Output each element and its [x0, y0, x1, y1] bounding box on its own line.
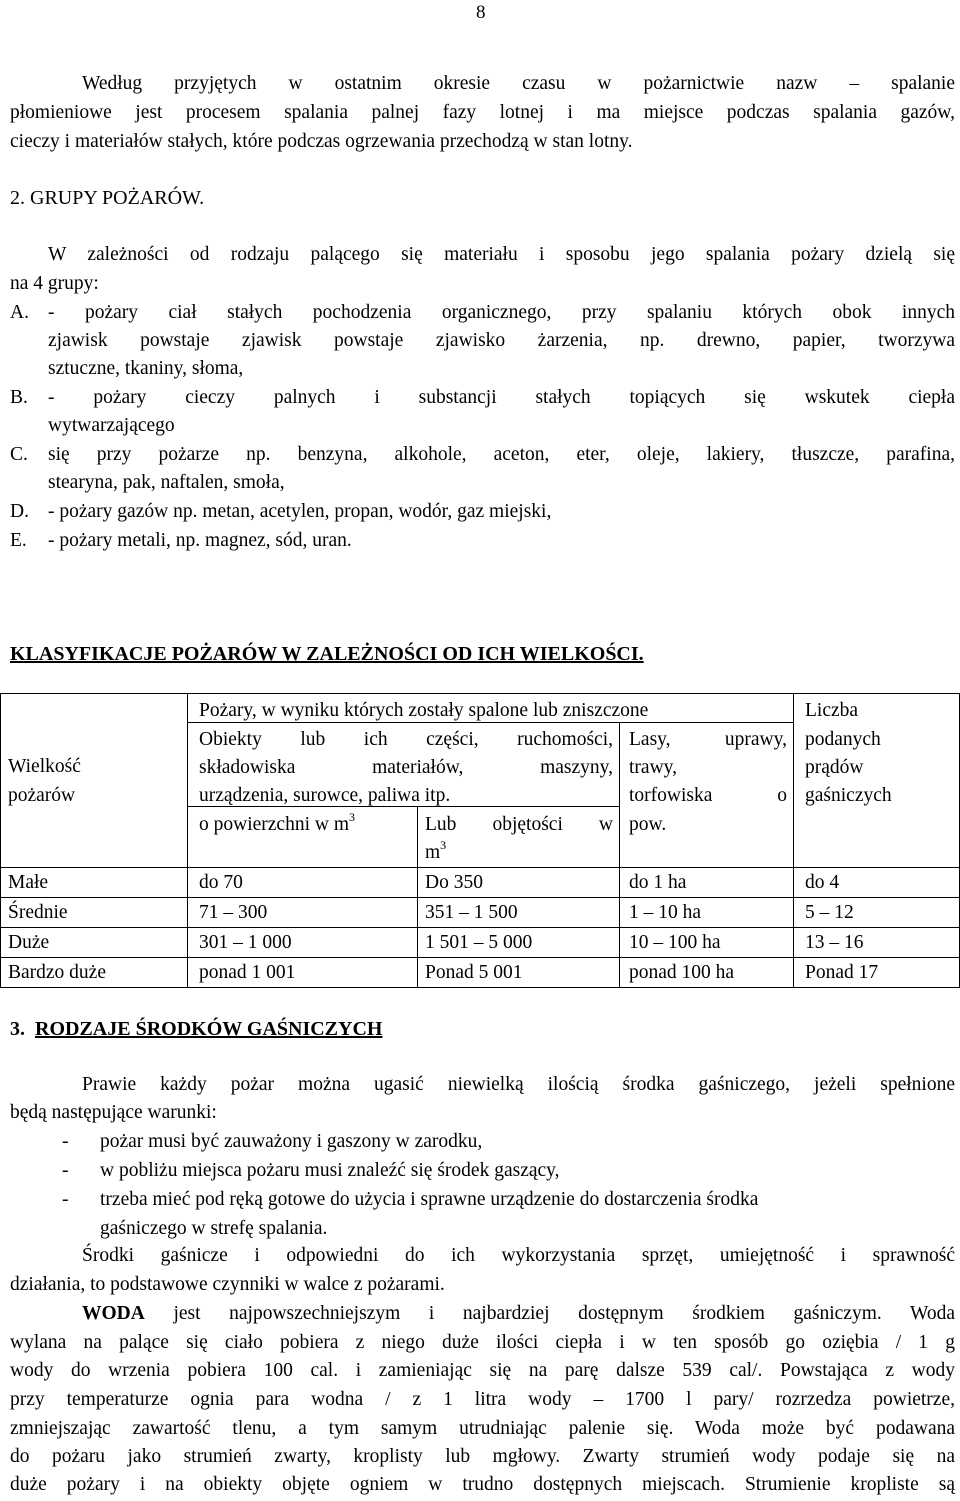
- cell-streams: 13 – 16: [805, 932, 864, 953]
- cell-area: 301 – 1 000: [199, 932, 292, 953]
- cell-size: Duże: [8, 932, 50, 953]
- list-item-text: wytwarzającego: [48, 415, 175, 436]
- header-objects: Obiekty lub ich części, ruchomości,: [199, 729, 613, 750]
- cell-size: Małe: [8, 872, 49, 893]
- list-item-text: się przy pożarze np. benzyna, alkohole, aceton, eter, oleje, lakiery, tłuszcze, parafina,: [48, 444, 955, 465]
- conditions-lead: będą następujące warunki:: [10, 1102, 217, 1123]
- header-burned: Pożary, w wyniku których zostały spalone lub zniszczone: [199, 700, 649, 721]
- intro-line: Według przyjętych w ostatnim okresie czasu w pożarnictwie nazw – spalanie: [82, 73, 955, 94]
- list-item-text: stearyna, pak, naftalen, smoła,: [48, 472, 285, 493]
- list-item: - w pobliżu miejsca pożaru musi znaleźć się środek gaszący,: [62, 1160, 560, 1181]
- water-line: przy temperaturze ognia para wodna / z 1 litra wody – 1700 l pary/ rozrzedza powietrze,: [10, 1389, 955, 1410]
- header-volume: $m^3$: [425, 838, 447, 863]
- section-heading-groups: 2. GRUPY POŻARÓW.: [10, 187, 205, 209]
- classification-heading: KLASYFIKACJE POŻARÓW W ZALEŻNOŚCI OD ICH WIELKOŚCI.: [10, 643, 644, 665]
- cell-volume: Do 350: [425, 872, 483, 893]
- cell-area: 71 – 300: [199, 902, 268, 923]
- header-forest: torfowiska o: [629, 785, 787, 806]
- list-item-letter: B.: [10, 387, 28, 408]
- water-line: wody do wrzenia pobiera 100 cal. i zamieniając się na parę dalsze 539 cal/. Powstająca z wody: [10, 1360, 955, 1381]
- header-volume: Lub objętości w: [425, 814, 613, 835]
- water-line: do pożaru jako strumień zwarty, kroplisty lub mgłowy. Zwarty strumień wody podaje się na: [10, 1446, 955, 1467]
- cell-area: do 70: [199, 872, 243, 893]
- intro-line: płomieniowe jest procesem spalania palnej fazy lotnej i ma miejsce podczas spalania gazów,: [10, 102, 955, 123]
- header-objects: urządzenia, surowce, paliwa itp.: [199, 785, 451, 806]
- cell-streams: Ponad 17: [805, 962, 879, 983]
- header-streams: podanych: [805, 729, 881, 750]
- header-forest: pow.: [629, 814, 667, 835]
- list-item: - trzeba mieć pod ręką gotowe do użycia i sprawne urządzenie do dostarczenia środka: [62, 1189, 759, 1210]
- section-heading-extinguishing: 3. RODZAJE ŚRODKÓW GAŚNICZYCH: [10, 1018, 383, 1040]
- page-number: 8: [476, 2, 486, 23]
- list-item-text: sztuczne, tkaniny, słoma,: [48, 358, 244, 379]
- cell-forest: 1 – 10 ha: [629, 902, 702, 923]
- list-item-letter: C.: [10, 444, 28, 465]
- list-item-letter: D.: [10, 501, 29, 522]
- header-area: o powierzchni w $m^3$: [199, 810, 356, 835]
- header-forest: Lasy, uprawy,: [629, 729, 787, 750]
- header-size: Wielkość: [8, 756, 81, 777]
- list-item-text: - pożary cieczy palnych i substancji stałych topiących się wskutek ciepła: [48, 387, 955, 408]
- header-forest: trawy,: [629, 757, 678, 778]
- water-line: WODA jest najpowszechniejszym i najbardziej dostępnym środkiem gaśniczym. Woda: [82, 1303, 955, 1324]
- conditions-lead: Prawie każdy pożar można ugasić niewielką ilością środka gaśniczego, jeżeli spełnione: [82, 1074, 955, 1095]
- means-paragraph: działania, to podstawowe czynniki w walce z pożarami.: [10, 1274, 445, 1295]
- header-streams: Liczba: [805, 700, 859, 721]
- list-item-text: - pożary gazów np. metan, acetylen, propan, wodór, gaz miejski,: [48, 501, 552, 522]
- cell-streams: do 4: [805, 872, 840, 893]
- list-item-letter: E.: [10, 530, 27, 551]
- classification-table: [0, 693, 960, 987]
- water-line: zmniejszając zawartość tlenu, a tym samym utrudniając palenie się. Woda może być podawana: [10, 1418, 955, 1439]
- groups-lead: W zależności od rodzaju palącego się materiału i sposobu jego spalania pożary dzielą się: [48, 244, 955, 265]
- cell-forest: do 1 ha: [629, 872, 687, 893]
- header-streams: prądów: [805, 757, 864, 778]
- list-item-text: - pożary metali, np. magnez, sód, uran.: [48, 530, 352, 551]
- header-streams: gaśniczych: [805, 785, 892, 806]
- cell-volume: 351 – 1 500: [425, 902, 518, 923]
- header-objects: składowiska materiałów, maszyny,: [199, 757, 613, 778]
- water-term: WODA: [82, 1303, 145, 1324]
- cell-forest: 10 – 100 ha: [629, 932, 721, 953]
- cell-size: Średnie: [8, 902, 68, 923]
- list-item-text: - pożary ciał stałych pochodzenia organicznego, przy spalaniu których obok innych: [48, 302, 955, 323]
- water-line: wylana na palące się ciało pobiera z niego duże ilości ciepła i w ten sposób go oziębia / 1 g: [10, 1332, 955, 1353]
- cell-size: Bardzo duże: [8, 962, 106, 983]
- water-line: duże pożary i na obiekty objęte ogniem w trudno dostępnych miejscach. Strumienie kropliste są: [10, 1474, 955, 1495]
- groups-lead: na 4 grupy:: [10, 273, 99, 294]
- cell-forest: ponad 100 ha: [629, 962, 735, 983]
- cell-area: ponad 1 001: [199, 962, 296, 983]
- list-item: - pożar musi być zauważony i gaszony w zarodku,: [62, 1131, 483, 1152]
- cell-volume: Ponad 5 001: [425, 962, 523, 983]
- intro-line: cieczy i materiałów stałych, które podczas ogrzewania przechodzą w stan lotny.: [10, 131, 633, 152]
- list-item-letter: A.: [10, 302, 29, 323]
- list-item: gaśniczego w strefę spalania.: [100, 1218, 328, 1239]
- cell-volume: 1 501 – 5 000: [425, 932, 533, 953]
- list-item-text: zjawisk powstaje zjawisk powstaje zjawisko żarzenia, np. drewno, papier, tworzywa: [48, 330, 955, 351]
- means-paragraph: Środki gaśnicze i odpowiedni do ich wykorzystania sprzęt, umiejętność i sprawność: [82, 1245, 955, 1266]
- header-size: pożarów: [8, 785, 76, 806]
- cell-streams: 5 – 12: [805, 902, 854, 923]
